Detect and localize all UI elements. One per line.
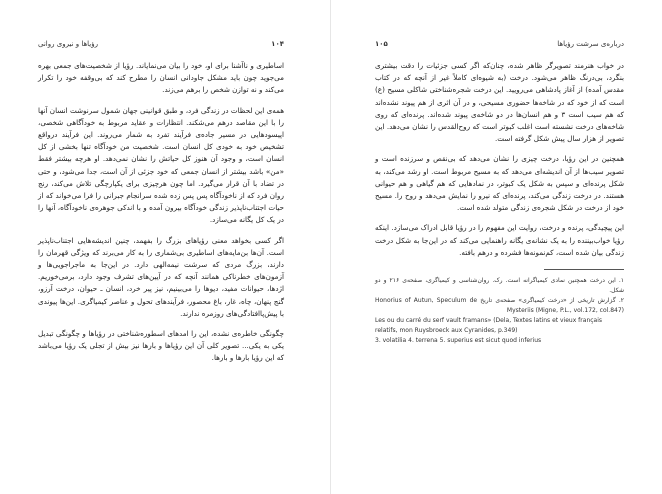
footnote: 3. volatilia 4. terrena 5. superius est sicut quod inferius (375, 337, 542, 345)
paragraph: همه‌ی این لحظات در زندگی فرد، و طبق قوانینی جهان شمول سرنوشت انسان آنها را با این مقاصد درهم می‌شکند. انتظارات و عقاید مربوط به خودآگاهی شخصی، اپیسودهایی در مسیر جاده‌ی فرآیند تفرد به شمار می‌روند. این فرآیند درواقع تشخیص خود به خودی کل انسان است. شخصیت من خودآگاه تنها بخشی از کل انسان است، و وجود آن هنوز کل حیاتش را نشان نمی‌دهد. او هرچه بیشتر فقط «من» باشد بیشتر از انسان جمعی که خود جزئی از آن است، جدا می‌شود، و حتی در تضاد با آن قرار می‌گیرد. اما چون هرچیزی برای یکپارچگی تلاش می‌کند، رنج روان فرد که از ناخودآگاه پس پس زده شده سرانجام جبرانی را فرا می‌خواند که از حیات اجتناب‌ناپذیر زندگی خودآگاه بیرون آمده و با اندکی جوهره‌ی ناخودآگاه، آنها را در یک کل یگانه می‌سازد. (38, 105, 284, 225)
right-page-number: ۱۰۵ (375, 40, 388, 48)
footnote: ۱. این درخت همچنین نمادی کیمیاگرانه است. رک. روان‌شناسی و کیمیاگری، صفحه‌ی ۲۱۶ و دو شکل. (375, 277, 625, 295)
paragraph: اگر کسی بخواهد معنی رؤیاهای بزرگ را بفهمد، چنین اندیشه‌هایی اجتناب‌ناپذیر است. آن‌ها بن‌مایه‌های اساطیری بی‌شماری را به کار می‌برند که ویژگی قهرمان را دارند، بزرگ مردی که سرشت نیمه‌الهی دارد. در این‌جا به ماجراجویی‌ها و آزمون‌های خطرناکی همانند آنچه که در آیین‌های تشرف وجود دارد، برمی‌خوریم. اژدها، حیوانات مفید، دیوها را می‌بینیم، نیز پیر خرد، انسان ـ حیوان، درخت آرزو، گنج پنهان، چاه، غار، باغ محصور، فرآیندهای تحول و عناصر کیمیاگری. این‌ها پیوندی با پیش‌پاافتادگی‌های روزمره ندارند. (38, 235, 284, 318)
right-page (331, 0, 662, 494)
footnote-divider (544, 269, 624, 270)
left-page-number: ۱۰۴ (271, 40, 284, 48)
footnotes (375, 276, 624, 346)
paragraph: چگونگی خاطره‌ی نشده، این را امدهای اسطوره‌شناختی در رؤیاها و چگونگی تبدیل یکی به یکی... تصویر کلی آن این رؤیاها و بارها نیز بیش از تجلی یک رؤیا می‌باشد که این رؤیا بارها و بارها. (38, 329, 284, 363)
right-page-body (375, 60, 624, 259)
paragraph: اساطیری و ناآشنا برای او، خود را بیان می‌نمایاند. رؤیا از شخصیت‌های جمعی بهره می‌جوید چون باید مشکل جاودانی انسان را مطرح کند که بی‌وقفه خود را تکرار می‌کند و نه توازن شخص را برهم می‌زند. (38, 61, 284, 95)
paragraph: این پیچیدگی، پرنده و درخت، روایت این مفهوم را در رؤیا قابل ادراک می‌سازد. اینکه رؤیا خواب‌بیننده را به یک نشانه‌ی یگانه راهنمایی می‌کند که در این‌جا به شکل درخت زندگی بیان شده است، کم‌نمونه‌ها فشرده و درهم بافته. (375, 223, 624, 257)
left-page-header (38, 40, 284, 48)
footnote: Les ou du carré du serf vault framans» (Dela, Textes latins et vieux français relatifs, mon Ruysbroeck aux Cyranides, p.349) (375, 317, 603, 335)
right-page-header (375, 40, 624, 48)
right-running-title: درباره‌ی سرشت رؤیاها (557, 40, 624, 48)
footnote: ۲. گزارش تاریخی از «درخت کیمیاگری» صفحه‌ی تاریخ Honorius of Autun, Speculum de Mysteriis (Migne, P.L., vol.172, col.847) (375, 297, 624, 315)
paragraph: در خواب هنرمند تصویرگر ظاهر شده، چنان‌که اگر کسی جزئیات را دقت بیشتری بنگرد، بی‌درنگ ظاهر می‌شود. درخت (به شیوه‌ای کاملاً غیر از آنچه که در کتاب مقدس آمده) از آغاز پادشاهی می‌رویید. این درخت شجره‌شناختی شاکلی مسیح (ع) است که از خود که در شاخه‌ها حضوری مسیحی، و در آن اثری از هم پیوند نشده‌اند که هم سیب است ۳ و هم انسان‌ها در دو شاخه‌ی پیوند شده‌اند. پرنده‌ای که روی شاخه‌های درخت نشسته است اغلب کبوتر است که روح‌القدس را نشان می‌دهد. این تصویر از هزار سال پیش شکل گرفته است. (375, 61, 624, 144)
paragraph: همچنین در این رؤیا، درخت چیزی را نشان می‌دهد که بی‌نقص و سرزنده است و تصویر سیب‌ها از آن اندیشه‌ای می‌دهد که به مسیح مربوط است. او رشد می‌کند، به شکل پرنده‌ای و سپس به شکل یک کبوتر، در نمادهایی که هم گیاهی و هم حیوانی هستند. در درخت زندگی می‌کند، پرنده‌ای که نیرو را نمایش می‌دهد و روح را. مسیح خود از درخت در شکل شجره‌ی زندگی متولد شده است. (375, 154, 624, 213)
left-page-body (38, 60, 284, 365)
left-running-title: رؤیاها و نیروی روانی (38, 40, 98, 48)
